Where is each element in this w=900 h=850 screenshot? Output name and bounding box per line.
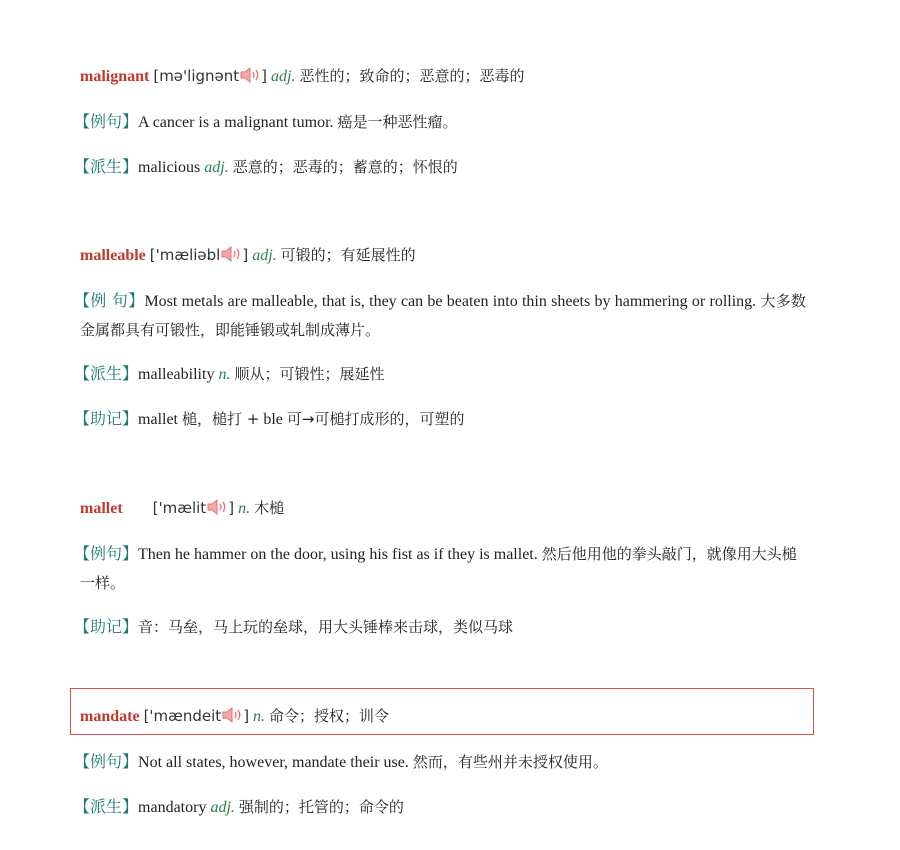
phonetic-malleable: ['mæliəbl [149, 246, 221, 264]
mnemonic-tag: 【助记】 [74, 617, 139, 636]
example-malignant [74, 108, 806, 137]
phonetic-close: ] [261, 67, 267, 85]
mnemonic-part-d: 可→可槌打成形的，可塑的 [286, 410, 465, 428]
example-zh: 然后他用他的拳头敲门，就像用大头槌一样。 [80, 545, 797, 592]
derivative-tag: 【派生】 [74, 364, 139, 383]
mnemonic-text: 音：马垒，马上玩的垒球，用大头锤棒来击球，类似马球 [138, 618, 514, 636]
speaker-icon[interactable] [221, 707, 243, 723]
derivative-word: malicious [138, 159, 201, 176]
derivative-word: mandatory [138, 799, 207, 816]
derivative-meaning: 强制的；托管的；命令的 [238, 798, 404, 816]
entry-mallet-head [80, 497, 284, 520]
example-mandate [74, 748, 806, 777]
mnemonic-tag: 【助记】 [74, 409, 139, 428]
example-en: Not all states, however, mandate their use. [138, 754, 409, 771]
speaker-icon[interactable] [220, 246, 242, 262]
example-en: Then he hammer on the door, using his fist as if they is mallet. [138, 546, 538, 563]
entry-mandate-head [80, 705, 389, 728]
entry-malleable-head [80, 244, 416, 267]
phonetic-mandate: ['mændeit [143, 707, 222, 725]
example-tag: 【例 句】 [74, 291, 145, 310]
meaning-malignant: 恶性的；致命的；恶意的；恶毒的 [299, 67, 525, 85]
derivative-meaning: 恶意的；恶毒的；蓄意的；怀恨的 [232, 158, 458, 176]
example-tag: 【例句】 [74, 544, 139, 563]
headword-malignant: malignant [80, 68, 150, 85]
pos-malleable: adj. [252, 247, 277, 264]
phonetic-close: ] [243, 707, 250, 725]
pos-mallet: n. [238, 500, 251, 517]
example-tag: 【例句】 [74, 752, 139, 771]
derivative-pos: adj. [210, 799, 235, 816]
meaning-mandate: 命令；授权；训令 [269, 707, 390, 725]
derivative-meaning: 顺从；可锻性；展延性 [234, 365, 385, 383]
headword-mandate: mandate [80, 708, 140, 725]
example-zh: 大多数金属都具有可锻性，即能锤锻或轧制成薄片。 [80, 292, 807, 339]
speaker-icon[interactable] [206, 499, 228, 515]
derivative-mandate [74, 793, 806, 822]
example-en: Most metals are malleable, that is, they can be beaten into thin sheets by hammering or rolling. [144, 293, 757, 310]
phonetic-close: ] [242, 246, 249, 264]
derivative-tag: 【派生】 [74, 797, 139, 816]
meaning-mallet: 木槌 [254, 499, 285, 517]
mnemonic-part-b: 槌，槌打 + [182, 410, 260, 428]
example-zh: 然而，有些州并未授权使用。 [412, 753, 608, 771]
pos-mandate: n. [253, 708, 266, 725]
headword-malleable: malleable [80, 247, 146, 264]
example-zh: 癌是一种恶性瘤。 [337, 113, 458, 131]
mnemonic-malleable [74, 405, 806, 434]
derivative-pos: adj. [204, 159, 229, 176]
entry-malignant-head [80, 65, 524, 88]
example-en: A cancer is a malignant tumor. [138, 114, 334, 131]
phonetic-mallet: ['mælit [152, 499, 207, 517]
mnemonic-mallet [74, 613, 806, 642]
derivative-tag: 【派生】 [74, 157, 139, 176]
mnemonic-part-a: mallet [138, 411, 178, 428]
headword-mallet: mallet [80, 500, 123, 517]
pos-malignant: adj. [271, 68, 296, 85]
phonetic-malignant: [mə'lignənt [153, 67, 240, 85]
example-mallet [74, 540, 806, 598]
derivative-malignant [74, 153, 806, 182]
derivative-malleable [74, 360, 806, 389]
derivative-pos: n. [218, 366, 231, 383]
mnemonic-part-c: ble [263, 411, 283, 428]
phonetic-close: ] [228, 499, 235, 517]
example-malleable [74, 287, 807, 345]
example-tag: 【例句】 [74, 112, 139, 131]
derivative-word: malleability [138, 366, 215, 383]
meaning-malleable: 可锻的；有延展性的 [280, 246, 416, 264]
speaker-icon[interactable] [239, 67, 261, 83]
